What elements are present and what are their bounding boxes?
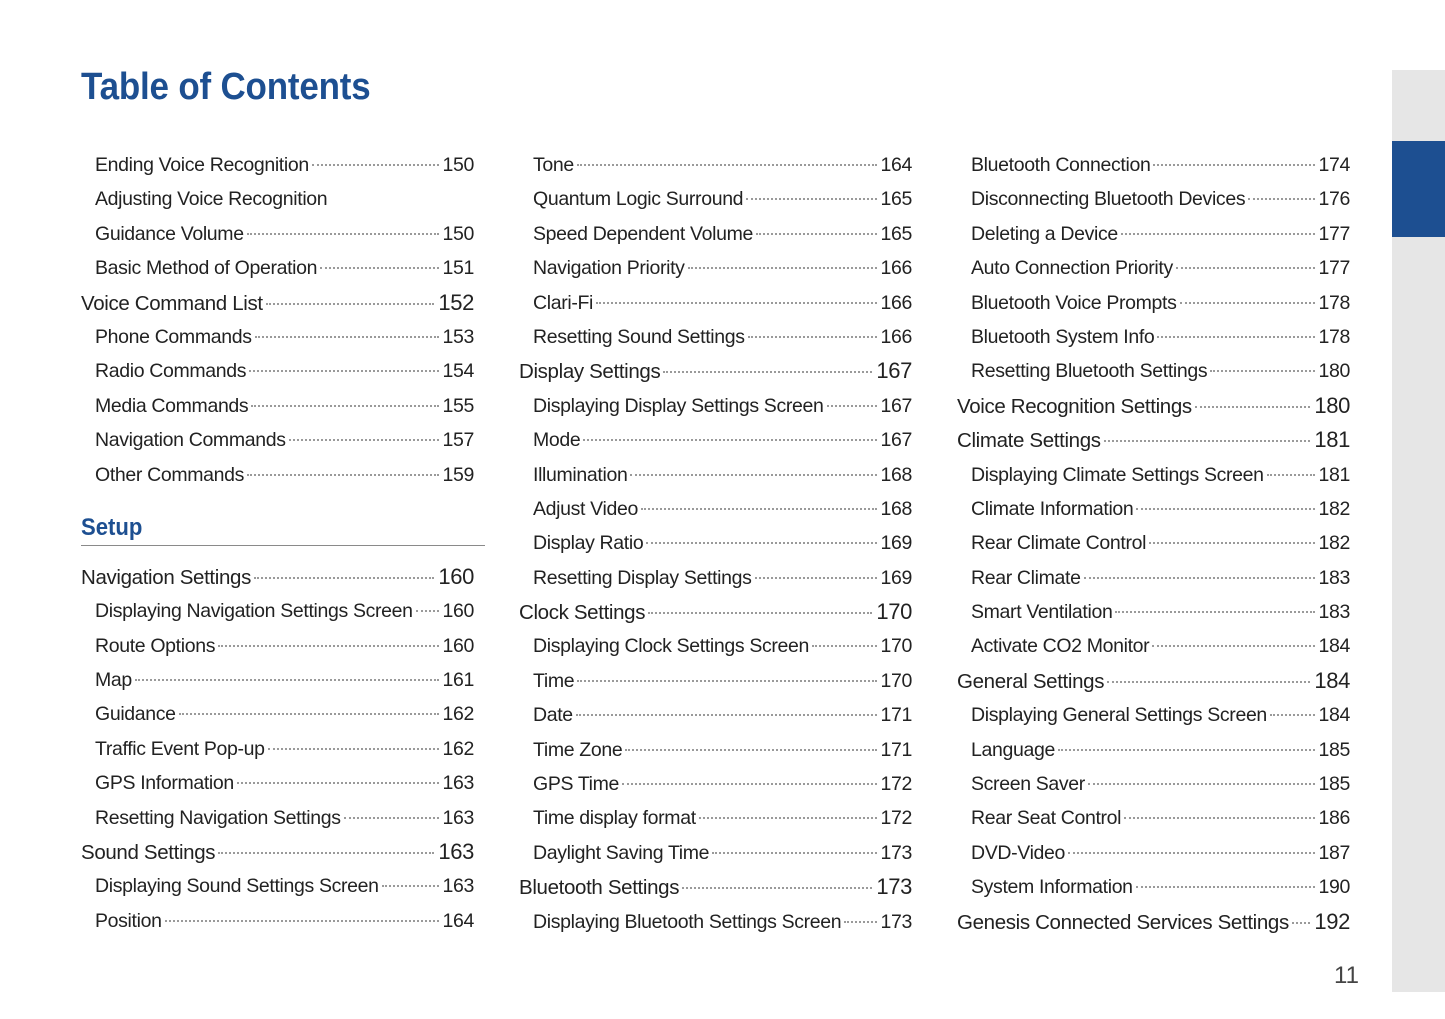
- dot-leader: [1248, 198, 1314, 200]
- toc-entry-page: 177: [1318, 257, 1350, 280]
- toc-entry[interactable]: [519, 458, 912, 492]
- dot-leader: [1292, 922, 1310, 924]
- toc-entry-page: 163: [438, 839, 474, 865]
- toc-entry-page: 160: [438, 563, 474, 589]
- toc-entry-label: Displaying Clock Settings Screen: [533, 635, 810, 658]
- page-number: 11: [1334, 962, 1359, 989]
- toc-entry[interactable]: [957, 389, 1350, 423]
- toc-entry-page: 170: [876, 599, 912, 625]
- toc-entry[interactable]: [519, 320, 912, 354]
- toc-entry-page: 172: [880, 807, 912, 830]
- dot-leader: [1157, 336, 1314, 338]
- toc-entry-page: 178: [1318, 325, 1350, 348]
- toc-entry[interactable]: [81, 766, 474, 800]
- toc-entry-page: 167: [880, 429, 912, 452]
- toc-entry-page: 152: [438, 289, 474, 315]
- toc-entry-page: 155: [442, 394, 474, 417]
- toc-entry[interactable]: [81, 217, 474, 251]
- toc-entry-page: 184: [1318, 704, 1350, 727]
- toc-entry-label: Map: [95, 669, 132, 692]
- dot-leader: [1153, 164, 1314, 166]
- dot-leader: [641, 508, 877, 510]
- dot-leader: [844, 921, 876, 923]
- toc-entry-page: 168: [880, 497, 912, 520]
- toc-entry[interactable]: [519, 561, 912, 595]
- toc-entry[interactable]: [81, 354, 474, 388]
- toc-entry[interactable]: [81, 869, 474, 903]
- toc-entry-label: Adjusting Voice Recognition: [95, 188, 328, 211]
- toc-entry[interactable]: [81, 560, 474, 594]
- toc-entry-label: Resetting Bluetooth Settings: [971, 360, 1208, 383]
- toc-entry-label: Bluetooth Voice Prompts: [971, 291, 1177, 314]
- toc-entry-page: 192: [1314, 908, 1350, 934]
- toc-entry-label: Time display format: [533, 807, 696, 830]
- toc-entry-label: Genesis Connected Services Settings: [957, 910, 1289, 934]
- toc-entry-label: Rear Climate Control: [971, 532, 1147, 555]
- toc-entry[interactable]: [81, 389, 474, 423]
- dot-leader: [1149, 542, 1314, 544]
- toc-entry-label: Time: [533, 669, 575, 692]
- toc-entry[interactable]: [81, 286, 474, 320]
- toc-list-after-setup: [81, 560, 474, 938]
- toc-entry-page: 167: [876, 358, 912, 384]
- dot-leader: [577, 164, 877, 166]
- page-title: Table of Contents: [81, 66, 371, 108]
- dot-leader: [247, 233, 439, 235]
- toc-entry-page: 173: [876, 874, 912, 900]
- toc-entry[interactable]: [519, 836, 912, 870]
- toc-entry-page: 167: [880, 394, 912, 417]
- toc-entry[interactable]: [519, 286, 912, 320]
- toc-entry-page: 171: [880, 738, 912, 761]
- toc-entry-label: Resetting Sound Settings: [533, 325, 745, 348]
- toc-entry-page: 150: [442, 222, 474, 245]
- dot-leader: [255, 336, 439, 338]
- dot-leader: [1068, 852, 1314, 854]
- dot-leader: [812, 645, 876, 647]
- toc-entry[interactable]: [957, 182, 1350, 216]
- dot-leader: [748, 336, 877, 338]
- dot-leader: [1210, 370, 1314, 372]
- toc-column-1: [81, 148, 474, 938]
- toc-entry-page: 160: [442, 600, 474, 623]
- toc-entry-label: Navigation Commands: [95, 429, 286, 452]
- toc-entry-label: Displaying Display Settings Screen: [533, 394, 824, 417]
- dot-leader: [1115, 611, 1314, 613]
- toc-entry-page: 173: [880, 910, 912, 933]
- toc-entry-label: Position: [95, 909, 162, 932]
- toc-entry[interactable]: [81, 732, 474, 766]
- toc-list: [957, 148, 1350, 939]
- toc-entry-label: Date: [533, 704, 573, 727]
- toc-entry[interactable]: [957, 148, 1350, 182]
- toc-entry-label: Bluetooth Connection: [971, 154, 1151, 176]
- dot-leader: [1152, 645, 1314, 647]
- toc-entry-page: 182: [1318, 532, 1350, 555]
- toc-entry[interactable]: [519, 251, 912, 285]
- toc-entry-label: Resetting Display Settings: [533, 566, 752, 589]
- toc-entry-label: Guidance: [95, 703, 176, 726]
- toc-entry-label: GPS Information: [95, 772, 234, 795]
- dot-leader: [382, 885, 439, 887]
- toc-entry-page: 151: [442, 257, 474, 280]
- dot-leader: [1107, 681, 1310, 683]
- toc-entry[interactable]: [519, 182, 912, 216]
- section-title: Setup: [81, 513, 143, 541]
- toc-entry-page: 163: [442, 772, 474, 795]
- toc-entry-page: 185: [1318, 773, 1350, 796]
- toc-entry-page: 177: [1318, 222, 1350, 245]
- toc-entry-page: 163: [442, 806, 474, 829]
- section-divider: [81, 545, 485, 546]
- dot-leader: [1136, 886, 1315, 888]
- toc-entry-page: 157: [442, 429, 474, 452]
- toc-entry[interactable]: [519, 698, 912, 732]
- toc-entry[interactable]: [957, 698, 1350, 732]
- toc-entry-page: 174: [1318, 154, 1350, 176]
- toc-entry[interactable]: [957, 492, 1350, 526]
- toc-entry[interactable]: [957, 870, 1350, 904]
- dot-leader: [576, 714, 877, 716]
- toc-entry-page: 176: [1318, 188, 1350, 211]
- section-header-setup: [81, 492, 474, 560]
- dot-leader: [1104, 440, 1311, 442]
- toc-entry[interactable]: [81, 423, 474, 457]
- toc-entry-label: Displaying General Settings Screen: [971, 704, 1267, 727]
- toc-entry-label: Rear Climate: [971, 566, 1081, 589]
- toc-entry[interactable]: [519, 767, 912, 801]
- dot-leader: [416, 610, 439, 612]
- dot-leader: [251, 405, 438, 407]
- toc-entry-label: Route Options: [95, 634, 216, 657]
- dot-leader: [712, 852, 876, 854]
- toc-entry-page: 184: [1318, 635, 1350, 658]
- dot-leader: [746, 198, 876, 200]
- toc-entry[interactable]: [519, 629, 912, 663]
- toc-entry-page: 181: [1318, 463, 1350, 486]
- toc-entry[interactable]: [519, 354, 912, 388]
- toc-entry-page: 161: [442, 669, 474, 692]
- toc-entry-label: Adjust Video: [533, 497, 638, 520]
- toc-entry-page: 169: [880, 566, 912, 589]
- toc-entry-label: Basic Method of Operation: [95, 257, 318, 280]
- toc-list: [519, 148, 912, 939]
- dot-leader: [165, 920, 439, 922]
- toc-entry-page: 183: [1318, 566, 1350, 589]
- toc-entry-page: 186: [1318, 807, 1350, 830]
- dot-leader: [648, 612, 872, 614]
- chapter-tab-marker: [1392, 141, 1445, 237]
- toc-entry[interactable]: [957, 664, 1350, 698]
- toc-entry-page: 183: [1318, 601, 1350, 624]
- toc-entry-label: Speed Dependent Volume: [533, 222, 753, 245]
- toc-entry-page: 187: [1318, 841, 1350, 864]
- toc-entry-page: 154: [442, 360, 474, 383]
- toc-entry-label: Rear Seat Control: [971, 807, 1122, 830]
- dot-leader: [249, 370, 438, 372]
- toc-entry[interactable]: [519, 389, 912, 423]
- toc-entry[interactable]: [519, 870, 912, 904]
- toc-entry[interactable]: [81, 458, 474, 492]
- toc-entry-page: 185: [1318, 738, 1350, 761]
- toc-entry-page: 153: [442, 325, 474, 348]
- dot-leader: [1084, 577, 1315, 579]
- toc-entry-label: Illumination: [533, 463, 628, 486]
- toc-entry-label: DVD-Video: [971, 841, 1066, 864]
- dot-leader: [827, 405, 877, 407]
- toc-entry-page: 150: [442, 154, 474, 176]
- toc-entry[interactable]: [957, 320, 1350, 354]
- dot-leader: [756, 233, 877, 235]
- dot-leader: [254, 577, 434, 579]
- toc-entry-label: Navigation Priority: [533, 257, 685, 280]
- dot-leader: [312, 164, 439, 166]
- toc-entry-label: Ending Voice Recognition: [95, 154, 309, 176]
- toc-entry-label: Resetting Navigation Settings: [95, 806, 341, 829]
- toc-entry-label: Display Settings: [519, 360, 661, 384]
- toc-entry-label: Time Zone: [533, 738, 623, 761]
- dot-leader: [1270, 714, 1315, 716]
- dot-leader: [1176, 267, 1315, 269]
- dot-leader: [218, 852, 434, 854]
- toc-entry-label: Smart Ventilation: [971, 601, 1113, 624]
- toc-entry[interactable]: [81, 663, 474, 697]
- toc-entry-page: 169: [880, 532, 912, 555]
- toc-entry[interactable]: [957, 561, 1350, 595]
- toc-entry-page: 163: [442, 875, 474, 898]
- toc-entry-label: Climate Information: [971, 497, 1134, 520]
- toc-entry-page: 182: [1318, 497, 1350, 520]
- toc-entry-page: 170: [880, 635, 912, 658]
- toc-entry[interactable]: [957, 286, 1350, 320]
- toc-entry[interactable]: [957, 251, 1350, 285]
- toc-column-2: [519, 148, 912, 939]
- toc-entry[interactable]: [519, 526, 912, 560]
- toc-entry[interactable]: [519, 664, 912, 698]
- toc-entry-page: 180: [1318, 360, 1350, 383]
- toc-column-3: [957, 148, 1350, 939]
- toc-entry[interactable]: [957, 595, 1350, 629]
- dot-leader: [630, 474, 876, 476]
- toc-entry[interactable]: [81, 835, 474, 869]
- toc-entry-label: General Settings: [957, 669, 1105, 693]
- toc-entry-label: Language: [971, 738, 1055, 761]
- toc-entry-page: 181: [1314, 427, 1350, 453]
- toc-entry[interactable]: [81, 251, 474, 285]
- toc-entry[interactable]: [81, 697, 474, 731]
- toc-entry-label: Display Ratio: [533, 532, 644, 555]
- toc-entry-page: 166: [880, 325, 912, 348]
- toc-entry-label: Tone: [533, 154, 574, 176]
- toc-entry[interactable]: [519, 492, 912, 526]
- toc-entry-page: 159: [442, 463, 474, 486]
- toc-entry-page: 166: [880, 291, 912, 314]
- dot-leader: [699, 817, 877, 819]
- toc-entry-label: Voice Command List: [81, 291, 263, 315]
- dot-leader: [646, 542, 876, 544]
- toc-entry-page: 164: [442, 909, 474, 932]
- toc-entry-label: Displaying Navigation Settings Screen: [95, 600, 413, 623]
- dot-leader: [1136, 508, 1314, 510]
- toc-entry[interactable]: [519, 733, 912, 767]
- toc-entry-page: 162: [442, 703, 474, 726]
- toc-entry-page: 165: [880, 222, 912, 245]
- toc-entry[interactable]: [957, 733, 1350, 767]
- toc-entry[interactable]: [957, 217, 1350, 251]
- toc-entry[interactable]: [81, 801, 474, 835]
- dot-leader: [268, 748, 439, 750]
- dot-leader: [320, 267, 438, 269]
- toc-entry-page: 168: [880, 463, 912, 486]
- toc-entry[interactable]: [957, 905, 1350, 939]
- toc-entry-label: Displaying Bluetooth Settings Screen: [533, 910, 842, 933]
- toc-entry-page: 160: [442, 634, 474, 657]
- toc-entry[interactable]: [957, 354, 1350, 388]
- dot-leader: [289, 439, 439, 441]
- toc-entry-label: System Information: [971, 876, 1133, 899]
- toc-entry-label: Navigation Settings: [81, 565, 251, 589]
- dot-leader: [1088, 783, 1315, 785]
- toc-entry[interactable]: [519, 148, 912, 182]
- dot-leader: [237, 782, 439, 784]
- toc-entry[interactable]: [957, 526, 1350, 560]
- dot-leader: [688, 267, 877, 269]
- toc-entry-label: Radio Commands: [95, 360, 247, 383]
- toc-entry-label: Bluetooth System Info: [971, 325, 1155, 348]
- toc-entry-page: 178: [1318, 291, 1350, 314]
- dot-leader: [1124, 817, 1314, 819]
- toc-entry-page: 172: [880, 773, 912, 796]
- toc-entry-label: Phone Commands: [95, 325, 252, 348]
- toc-entry-label: Auto Connection Priority: [971, 257, 1173, 280]
- toc-entry-label: Climate Settings: [957, 429, 1101, 453]
- dot-leader: [1121, 233, 1315, 235]
- toc-entry-label: Other Commands: [95, 463, 244, 486]
- toc-entry[interactable]: [957, 836, 1350, 870]
- toc-entry[interactable]: [957, 458, 1350, 492]
- dot-leader: [247, 474, 439, 476]
- toc-entry-label: Displaying Climate Settings Screen: [971, 463, 1264, 486]
- dot-leader: [218, 645, 438, 647]
- toc-entry-label: Voice Recognition Settings: [957, 394, 1192, 418]
- toc-entry[interactable]: [81, 148, 474, 182]
- dot-leader: [344, 817, 439, 819]
- toc-entry[interactable]: [519, 423, 912, 457]
- dot-leader: [135, 679, 439, 681]
- toc-entry-page: 171: [880, 704, 912, 727]
- toc-entry-page: 170: [880, 669, 912, 692]
- toc-entry[interactable]: [81, 629, 474, 663]
- toc-entry[interactable]: [957, 423, 1350, 457]
- toc-entry[interactable]: [957, 767, 1350, 801]
- dot-leader: [1267, 474, 1315, 476]
- toc-list-before-setup: [81, 148, 474, 492]
- toc-entry[interactable]: [519, 905, 912, 939]
- dot-leader: [179, 713, 439, 715]
- toc-entry-page: 165: [880, 188, 912, 211]
- toc-entry[interactable]: [81, 594, 474, 628]
- toc-entry[interactable]: [81, 182, 474, 216]
- toc-entry-page: 162: [442, 737, 474, 760]
- toc-entry-label: Bluetooth Settings: [519, 876, 680, 900]
- dot-leader: [577, 680, 876, 682]
- toc-entry-label: Disconnecting Bluetooth Devices: [971, 188, 1246, 211]
- dot-leader: [1058, 749, 1315, 751]
- toc-entry-label: Traffic Event Pop-up: [95, 737, 265, 760]
- toc-entry[interactable]: [519, 217, 912, 251]
- toc-entry[interactable]: [957, 801, 1350, 835]
- dot-leader: [682, 887, 872, 889]
- toc-entry-label: Media Commands: [95, 394, 249, 417]
- dot-leader: [583, 439, 876, 441]
- toc-entry-page: 190: [1318, 876, 1350, 899]
- toc-entry-label: Daylight Saving Time: [533, 841, 710, 864]
- toc-entry-label: Displaying Sound Settings Screen: [95, 875, 379, 898]
- toc-entry-label: Sound Settings: [81, 841, 216, 865]
- dot-leader: [1180, 302, 1315, 304]
- dot-leader: [596, 302, 876, 304]
- dot-leader: [625, 749, 876, 751]
- toc-entry-label: Mode: [533, 429, 581, 452]
- toc-entry-page: 184: [1314, 667, 1350, 693]
- toc-entry-label: Activate CO2 Monitor: [971, 635, 1150, 658]
- dot-leader: [266, 303, 435, 305]
- toc-entry-label: Screen Saver: [971, 773, 1085, 796]
- toc-entry-label: Deleting a Device: [971, 222, 1118, 245]
- toc-entry[interactable]: [519, 595, 912, 629]
- toc-entry-label: Quantum Logic Surround: [533, 188, 744, 211]
- dot-leader: [1195, 406, 1311, 408]
- toc-entry[interactable]: [81, 904, 474, 938]
- toc-entry-page: 164: [880, 154, 912, 176]
- toc-entry-label: Guidance Volume: [95, 222, 244, 245]
- toc-entry-page: 173: [880, 841, 912, 864]
- toc-entry-label: Clari-Fi: [533, 291, 594, 314]
- dot-leader: [622, 783, 876, 785]
- toc-entry-page: 166: [880, 257, 912, 280]
- toc-entry[interactable]: [519, 801, 912, 835]
- dot-leader: [663, 371, 872, 373]
- toc-entry-label: Clock Settings: [519, 601, 646, 625]
- toc-entry-label: GPS Time: [533, 773, 620, 796]
- toc-entry[interactable]: [81, 320, 474, 354]
- toc-entry-page: 180: [1314, 392, 1350, 418]
- dot-leader: [755, 577, 877, 579]
- toc-entry[interactable]: [957, 629, 1350, 663]
